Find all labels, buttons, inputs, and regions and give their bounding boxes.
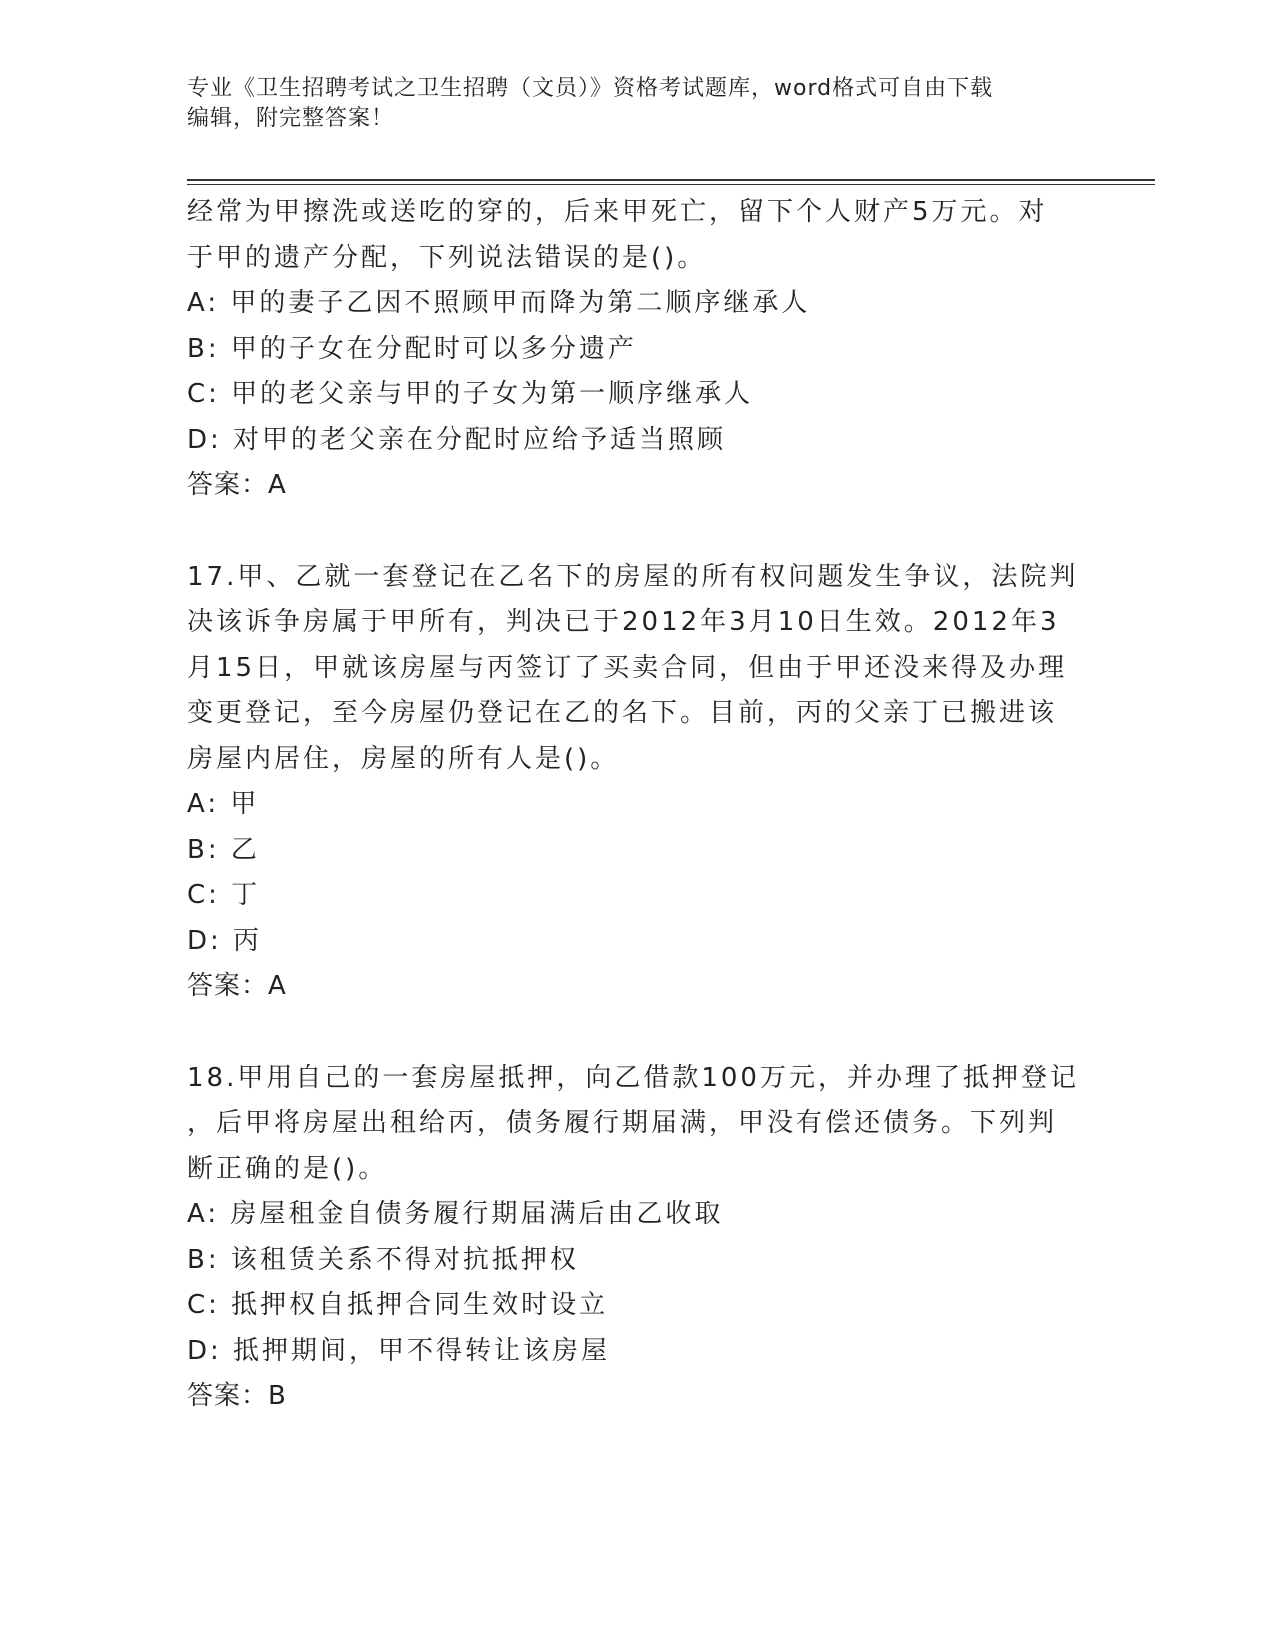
header-divider-thick — [187, 179, 1155, 181]
answer-line: 答案：B — [187, 1381, 287, 1411]
option-d: D: 丙 — [187, 925, 263, 956]
question-spacer — [187, 509, 1087, 555]
option-b: B: 乙 — [187, 834, 260, 865]
option-c: C: 丁 — [187, 880, 261, 910]
header-line-2: 编辑，附完整答案！ — [187, 106, 395, 131]
option-a: A: 房屋租金自债务履行期届满后由乙收取 — [187, 1199, 724, 1229]
question-stem-line: ，后甲将房屋出租给丙，债务履行期届满，甲没有偿还债务。下列判 — [187, 1108, 1058, 1138]
question-17 — [187, 555, 1087, 1010]
question-stem-line: 月15日，甲就该房屋与丙签订了买卖合同，但由于甲还没来得及办理 — [187, 652, 1068, 683]
option-c: C: 甲的老父亲与甲的子女为第一顺序继承人 — [187, 379, 754, 409]
option-d: D: 抵押期间，甲不得转让该房屋 — [187, 1335, 611, 1366]
option-d: D: 对甲的老父亲在分配时应给予适当照顾 — [187, 424, 727, 455]
option-b: B: 甲的子女在分配时可以多分遗产 — [187, 333, 637, 364]
question-list — [187, 190, 1087, 1420]
question-spacer — [187, 1010, 1087, 1056]
answer-line: 答案：A — [187, 971, 287, 1001]
question-stem-line: 经常为甲擦洗或送吃的穿的，后来甲死亡，留下个人财产5万元。对 — [187, 197, 1048, 227]
option-a: A: 甲 — [187, 789, 260, 819]
answer-line: 答案：A — [187, 470, 287, 500]
option-b: B: 该租赁关系不得对抗抵押权 — [187, 1244, 579, 1275]
document-header — [187, 74, 1087, 134]
question-stem-line: 18.甲用自己的一套房屋抵押，向乙借款100万元，并办理了抵押登记 — [187, 1062, 1079, 1093]
option-a: A: 甲的妻子乙因不照顾甲而降为第二顺序继承人 — [187, 288, 811, 318]
question-16 — [187, 190, 1087, 509]
header-line-1: 专业《卫生招聘考试之卫生招聘（文员）》资格考试题库，word格式可自由下载 — [187, 76, 994, 101]
question-stem-line: 于甲的遗产分配，下列说法错误的是()。 — [187, 242, 707, 273]
question-stem-line: 房屋内居住，房屋的所有人是()。 — [187, 743, 620, 774]
option-c: C: 抵押权自抵押合同生效时设立 — [187, 1290, 609, 1320]
question-stem-line: 变更登记，至今房屋仍登记在乙的名下。目前，丙的父亲丁已搬进该 — [187, 698, 1058, 728]
question-stem-line: 17.甲、乙就一套登记在乙名下的房屋的所有权问题发生争议，法院判 — [187, 561, 1079, 592]
question-stem-line: 决该诉争房属于甲所有，判决已于2012年3月10日生效。2012年3 — [187, 607, 1060, 637]
question-18 — [187, 1056, 1087, 1420]
question-stem-line: 断正确的是()。 — [187, 1153, 388, 1184]
header-divider-thin — [187, 184, 1155, 185]
